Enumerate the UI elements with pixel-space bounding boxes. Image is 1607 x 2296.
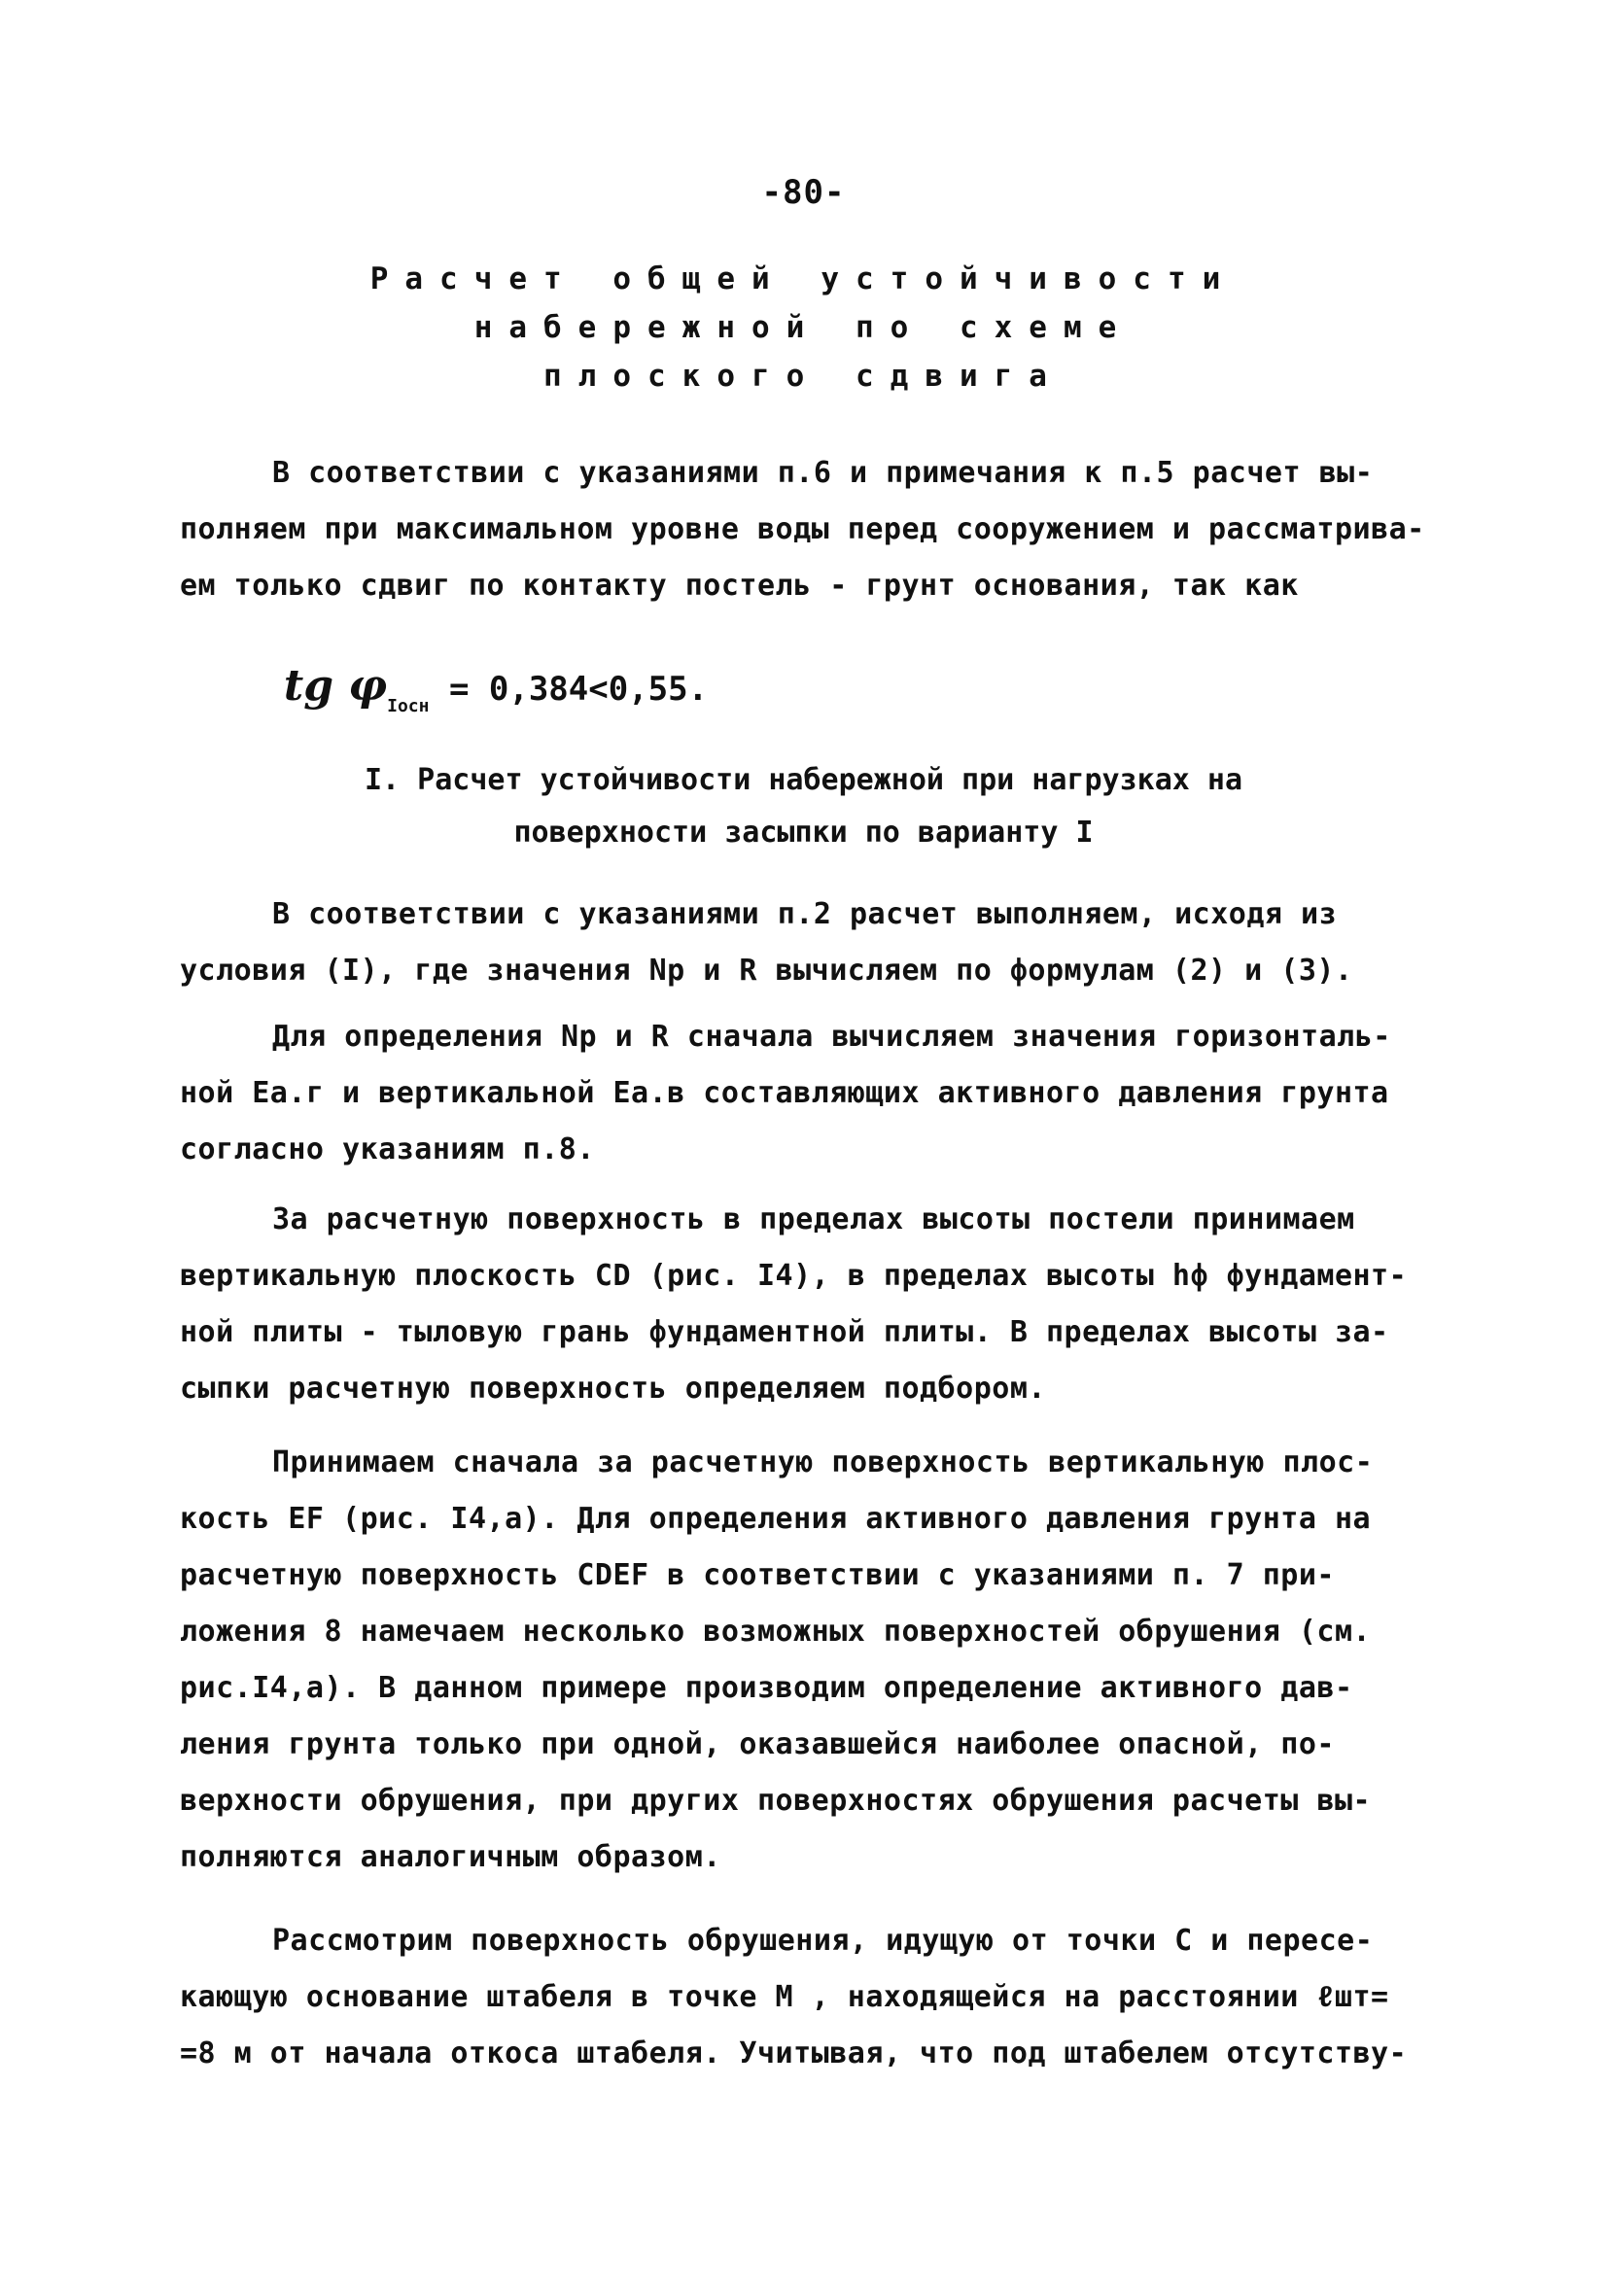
p4-line-2: кость EF (рис. I4,а). Для определения активного давления грунта на <box>180 1502 1372 1536</box>
p4-line-1: Принимаем сначала за расчетную поверхность вертикальную плос- <box>272 1445 1374 1479</box>
p4-line-4: ложения 8 намечаем несколько возможных поверхностей обрушения (см. <box>180 1615 1372 1649</box>
p4-line-5: рис.I4,а). В данном примере производим определение активного дав- <box>180 1671 1353 1705</box>
title-line-2: набережной по схеме <box>473 310 1134 345</box>
p2-line-3: согласно указаниям п.8. <box>180 1132 595 1166</box>
title-line-3: плоского сдвига <box>543 359 1064 394</box>
p4-line-8: полняются аналогичным образом. <box>180 1840 721 1874</box>
formula-value: = 0,384<0,55. <box>429 670 709 709</box>
intro-line-2: полняем при максимальном уровне воды перед сооружением и рассматрива- <box>180 512 1425 546</box>
section-heading <box>0 754 1607 859</box>
section-heading-line-1: I. Расчет устойчивости набережной при нагрузках на <box>364 763 1243 797</box>
p4-line-6: ления грунта только при одной, оказавшейся наиболее опасной, по- <box>180 1727 1335 1761</box>
formula-subscript: Iосн <box>387 696 430 716</box>
title-line-1: Расчет общей устойчивости <box>369 261 1238 296</box>
p2-line-2: ной Еа.г и вертикальной Еа.в составляющих активного давления грунта <box>180 1076 1389 1110</box>
p5-line-2: кающую основание штабеля в точке М , находящейся на расстоянии ℓшт= <box>180 1980 1389 2014</box>
intro-line-3: ем только сдвиг по контакту постель - грунт основания, так как <box>180 569 1299 603</box>
page-number: -80- <box>761 173 846 212</box>
paragraph-1 <box>180 887 1453 999</box>
p2-line-1: Для определения Nр и R сначала вычисляем значения горизонталь- <box>272 1020 1391 1054</box>
p3-line-4: сыпки расчетную поверхность определяем подбором. <box>180 1372 1046 1406</box>
paragraph-3 <box>180 1192 1453 1417</box>
p5-line-3: =8 м от начала откоса штабеля. Учитывая, что под штабелем отсутству- <box>180 2036 1408 2070</box>
p1-line-1: В соответствии с указаниями п.2 расчет выполняем, исходя из <box>272 897 1338 931</box>
paragraph-4 <box>180 1435 1453 1886</box>
section-heading-line-2: поверхности засыпки по варианту I <box>513 816 1094 850</box>
paragraph-5 <box>180 1913 1453 2082</box>
p1-line-2: условия (I), где значения Nр и R вычисляем по формулам (2) и (3). <box>180 954 1353 988</box>
p5-line-1: Рассмотрим поверхность обрушения, идущую от точки С и пересе- <box>272 1924 1374 1958</box>
p4-line-7: верхности обрушения, при других поверхностях обрушения расчеты вы- <box>180 1784 1372 1818</box>
intro-line-1: В соответствии с указаниями п.6 и примечания к п.5 расчет вы- <box>272 456 1374 490</box>
p4-line-3: расчетную поверхность CDEF в соответствии с указаниями п. 7 при- <box>180 1558 1335 1592</box>
intro-paragraph <box>180 445 1453 614</box>
paragraph-2 <box>180 1009 1453 1178</box>
p3-line-3: ной плиты - тыловую грань фундаментной плиты. В пределах высоты за- <box>180 1315 1389 1349</box>
p3-line-1: За расчетную поверхность в пределах высоты постели принимаем <box>272 1202 1355 1236</box>
p3-line-2: вертикальную плоскость CD (рис. I4), в пределах высоты hф фундамент- <box>180 1259 1408 1293</box>
document-title <box>0 255 1607 400</box>
friction-formula <box>204 622 708 755</box>
formula-function: tg φ <box>283 661 388 711</box>
